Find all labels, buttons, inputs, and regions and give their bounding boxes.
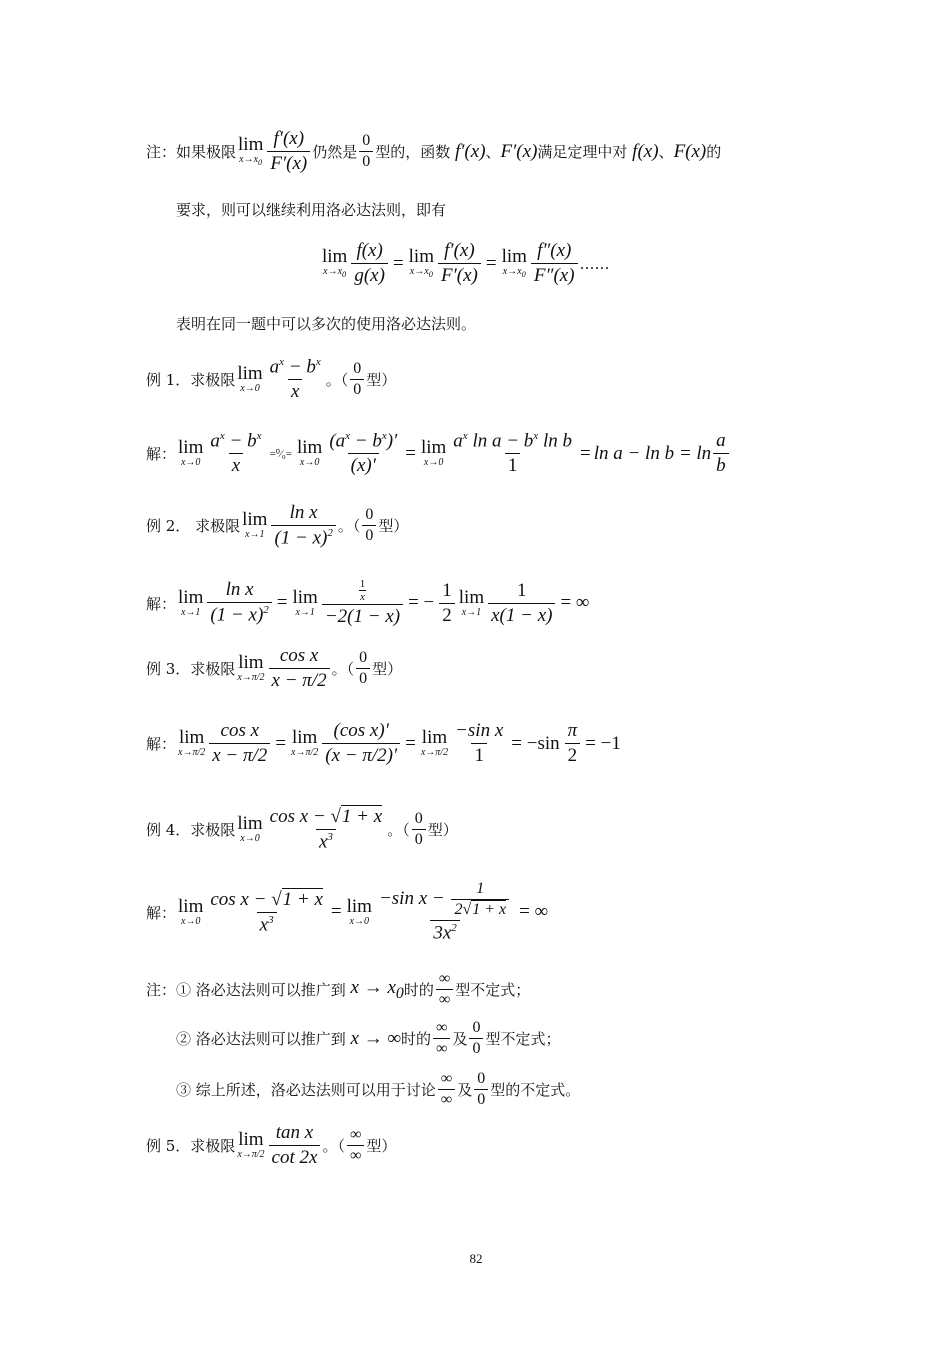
solution-label: 解： <box>146 445 177 464</box>
type-close: 型） <box>378 517 409 536</box>
period-open: 。（ <box>331 660 355 678</box>
type-close: 型） <box>366 371 397 390</box>
note2-text: 型不定式； <box>485 1030 561 1048</box>
require-line: 要求，则可以继续利用洛必达法则，即有 <box>176 201 447 219</box>
note2-line-1: 注：① 洛必达法则可以推广到 $x \to x_0$ 时的 $\frac{\infty}{\infty}$ 型不定式； <box>146 970 531 1008</box>
type-close: 型） <box>366 1137 397 1155</box>
example-1: 例 1．求极限 lim x→0 $\frac{a^x - b^x}{x}$ 。（ $\frac{0}{0}$ 型） <box>146 356 397 403</box>
lim-operator: lim $x\to x_0$ <box>238 133 264 167</box>
period-open: 。（ <box>325 371 349 390</box>
solution-label: 解： <box>146 903 177 922</box>
note2-line-2: ② 洛必达法则可以推广到 x → ∞ 时的 $\frac{\infty}{\infty}$ 及 $\frac{0}{0}$ 型不定式； <box>176 1019 561 1057</box>
note2-text: 及 <box>457 1081 473 1099</box>
note-sep-2: 、 <box>658 143 674 161</box>
note2-text: 时的 <box>401 1030 432 1048</box>
note-type: 型的，函数 <box>375 143 451 161</box>
fraction: $\frac{f'(x)}{F'(x)}$ <box>267 128 310 175</box>
note-intro: 注：如果极限 <box>146 143 237 161</box>
note2-text: 注：① 洛必达法则可以推广到 <box>146 981 346 999</box>
example-2-label: 例 2． 求极限 <box>146 517 241 536</box>
note-line: 注：如果极限 lim $x\to x_0$ $\frac{f'(x)}{F'(x)}$ 仍然是 $\frac{0}{0}$ 型的，函数 f′(x) 、 F′(x) 满足定理中对 f(x) 、 F(x) 的 <box>146 128 722 174</box>
note-sep: 、 <box>485 143 501 161</box>
zero-over-zero: $\frac{0}{0}$ <box>359 132 373 171</box>
note2-text: ② 洛必达法则可以推广到 <box>176 1030 346 1048</box>
period-open: 。（ <box>322 1137 345 1155</box>
chain-formula: lim $x\to x_0$ $\frac{f(x)}{g(x)}$ = lim $x\to x_0$ $\frac{f'(x)}{F'(x)}$ = lim $x\to x_0$ $\frac{f''(x)}{F''(x)}$ …… <box>322 240 610 286</box>
note-de: 的 <box>706 143 722 161</box>
solution-4: 解： lim x→0 $\frac{\text{cos x − √1 + x}}{x^3}$ = lim x→0 −sin x − $\frac{1}{2√1 + x}$ $3x^2$ = ∞ <box>146 880 549 944</box>
period-open: 。（ <box>337 517 361 536</box>
example-2: 例 2． 求极限 lim x→1 $\frac{\text{ln x}}{(1 - x)^2}$ 。（ $\frac{0}{0}$ 型） <box>146 502 409 549</box>
example-5: 例 5．求极限 lim x→π/2 $\frac{\text{tan x}}{\cot 2x}$ 。（ $\frac{\infty}{\infty}$ 型） <box>146 1122 397 1168</box>
note2-line-3: ③ 综上所述，洛必达法则可以用于讨论 $\frac{\infty}{\infty}$ 及 $\frac{0}{0}$ 型的不定式。 <box>176 1070 581 1108</box>
note2-text: 及 <box>452 1030 468 1048</box>
note2-text: 时的 <box>403 981 434 999</box>
example-3: 例 3．求极限 lim x→π/2 $\frac{\text{cos x}}{x - \pi/2}$ 。（ $\frac{0}{0}$ 型） <box>146 645 403 691</box>
example-3-label: 例 3．求极限 <box>146 660 236 678</box>
type-close: 型） <box>427 821 458 840</box>
solution-label: 解： <box>146 735 177 753</box>
solution-3: 解： lim x→π/2 $\frac{\text{cos x}}{x - \pi/2}$ = lim x→π/2 $\frac{\text{(cos x)′}}{(x - \pi/2)'}$ = lim x→π/2 $\frac{\text{−sin x}}{1}$ = −sin $\frac{\pi}{2}$ = −1 <box>146 720 621 766</box>
solution-label: 解： <box>146 594 177 613</box>
dots: …… <box>579 254 610 273</box>
note2-text: ③ 综上所述，洛必达法则可以用于讨论 <box>176 1081 436 1099</box>
example-1-label: 例 1．求极限 <box>146 371 236 390</box>
note2-text: 型的不定式。 <box>490 1081 581 1099</box>
multiple-line: 表明在同一题中可以多次的使用洛必达法则。 <box>176 315 477 333</box>
example-4-label: 例 4．求极限 <box>146 821 236 840</box>
type-close: 型） <box>372 660 403 678</box>
period-open: 。（ <box>387 821 410 840</box>
note2-text: 型不定式； <box>455 981 531 999</box>
example-5-label: 例 5．求极限 <box>146 1137 236 1155</box>
page-number: 82 <box>469 1251 483 1266</box>
solution-1: 解： lim x→0 $\frac{a^x - b^x}{x}$ =⁰⁄₀= lim x→0 $\frac{(a^x - b^x)'}{(x)'}$ = lim x→0 $\frac{a^x \ln a - b^x \ln b}{1}$ = ln a − ln b = ln $\frac{a}{b}$ <box>146 430 731 477</box>
note-satisfy: 满足定理中对 <box>537 143 628 161</box>
note-still: 仍然是 <box>312 143 358 161</box>
solution-2: 解： lim x→1 $\frac{\text{ln x}}{(1 - x)^2}$ = lim x→1 $\frac{\frac{1}{x}}{-2(1 - x)}$ = − $\frac{1}{2}$ lim x→1 $\frac{1}{x(1 - x)}$ = ∞ <box>146 578 590 627</box>
example-4: 例 4．求极限 lim x→0 $\frac{\text{cos x − √1 + x}}{x^3}$ 。（ $\frac{0}{0}$ 型） <box>146 806 458 853</box>
